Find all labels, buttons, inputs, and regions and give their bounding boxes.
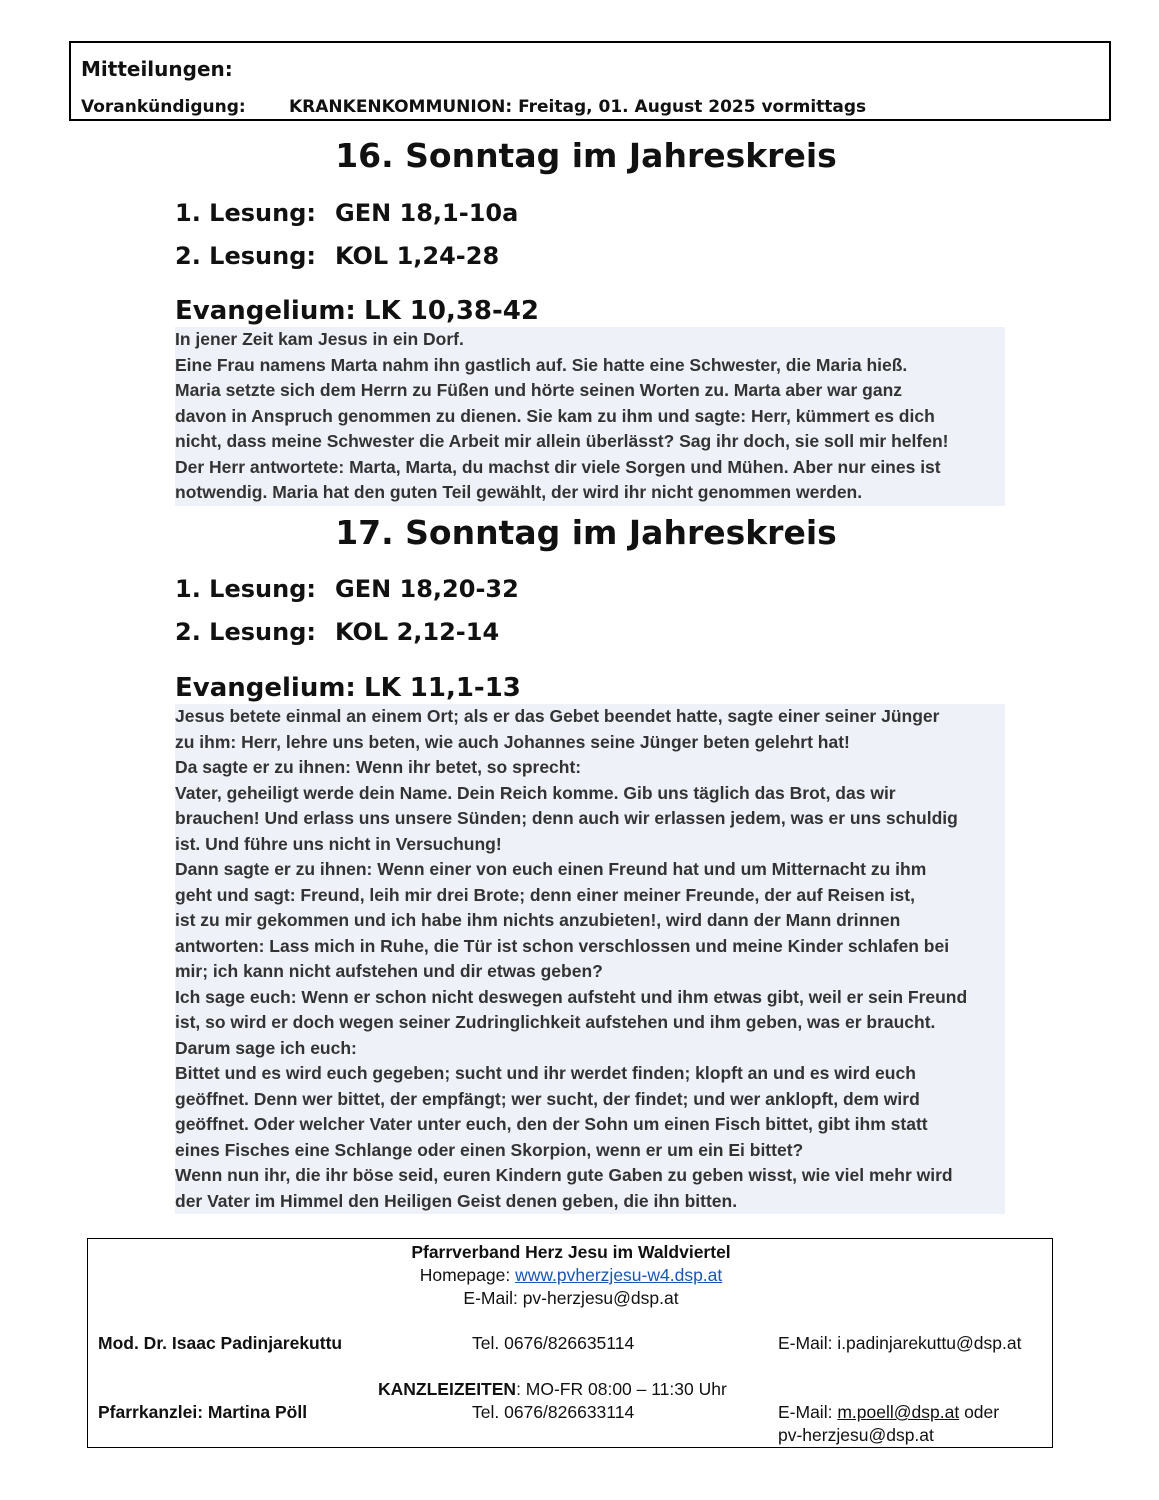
notice-label: Vorankündigung: [81,97,246,117]
reading-ref: GEN 18,20-32 [335,575,519,603]
reading-label: 1. Lesung: [175,199,316,227]
homepage-label: Homepage: [419,1265,511,1285]
gospel-label: Evangelium: [175,673,356,703]
gospel-line: davon in Anspruch genommen zu dienen. Sie kam zu ihm und sagte: Herr, kümmert es dich [175,404,1005,430]
email-line: E-Mail: pv-herzjesu@dsp.at [463,1288,679,1308]
priest-name: Mod. Dr. Isaac Padinjarekuttu [98,1333,343,1353]
gospel-line: Jesus betete einmal an einem Ort; als er das Gebet beendet hatte, sagte einer seiner Jünger [175,704,1005,730]
office-hours-text: : MO-FR 08:00 – 11:30 Uhr [516,1379,727,1399]
office-hours [378,1379,727,1400]
reading-label: 2. Lesung: [175,242,316,270]
sunday16-gospel-heading [175,296,539,326]
sunday16-gospel-text [175,327,1005,506]
office-email-or: oder [964,1402,1000,1422]
sunday16-reading1 [175,199,518,227]
gospel-line: geht und sagt: Freund, leih mir drei Brote; denn einer meiner Freunde, der auf Reisen ist, [175,883,1005,909]
gospel-ref: LK 11,1-13 [364,673,521,703]
gospel-ref: LK 10,38-42 [364,296,539,326]
gospel-line: mir; ich kann nicht aufstehen und dir etwas geben? [175,959,1005,985]
office-email [778,1402,999,1423]
gospel-line: In jener Zeit kam Jesus in ein Dorf. [175,327,1005,353]
gospel-line: Der Herr antwortete: Marta, Marta, du machst dir viele Sorgen und Mühen. Aber nur eines ist [175,455,1005,481]
sunday17-gospel-text [175,704,1005,1214]
org-name: Pfarrverband Herz Jesu im Waldviertel [411,1242,731,1262]
gospel-line: nicht, dass meine Schwester die Arbeit mir allein überlässt? Sag ihr doch, sie soll mir helfen! [175,429,1005,455]
sunday17-gospel-heading [175,673,521,703]
office-hours-label: KANZLEIZEITEN [378,1379,517,1399]
notice-box [69,41,1111,121]
gospel-line: Ich sage euch: Wenn er schon nicht deswegen aufsteht und ihm etwas gibt, weil er sein Freund [175,985,1005,1011]
gospel-line: geöffnet. Oder welcher Vater unter euch, den der Sohn um einen Fisch bittet, gibt ihm statt [175,1112,1005,1138]
homepage-link[interactable]: www.pvherzjesu-w4.dsp.at [515,1265,723,1285]
notice-heading: Mitteilungen: [81,57,233,81]
gospel-line: Darum sage ich euch: [175,1036,1005,1062]
gospel-line: ist zu mir gekommen und ich habe ihm nichts anzubieten!, wird dann der Mann drinnen [175,908,1005,934]
sunday16-title: 16. Sonntag im Jahreskreis [335,136,837,175]
gospel-line: Dann sagte er zu ihnen: Wenn einer von euch einen Freund hat und um Mitternacht zu ihm [175,857,1005,883]
reading-ref: KOL 2,12-14 [335,618,500,646]
gospel-line: notwendig. Maria hat den guten Teil gewählt, der wird ihr nicht genommen werden. [175,480,1005,506]
homepage-line [88,1265,1054,1286]
gospel-line: Vater, geheiligt werde dein Name. Dein Reich komme. Gib uns täglich das Brot, das wir [175,781,1005,807]
notice-text: KRANKENKOMMUNION: Freitag, 01. August 2025 vormittags [289,97,867,117]
gospel-line: ist. Und führe uns nicht in Versuchung! [175,832,1005,858]
reading-ref: KOL 1,24-28 [335,242,500,270]
office-email-label: E-Mail: [778,1402,833,1422]
reading-ref: GEN 18,1-10a [335,199,519,227]
gospel-label: Evangelium: [175,296,356,326]
gospel-line: der Vater im Himmel den Heiligen Geist denen geben, die ihn bitten. [175,1189,1005,1215]
sunday17-reading1 [175,575,519,603]
gospel-line: Maria setzte sich dem Herrn zu Füßen und hörte seinen Worten zu. Marta aber war ganz [175,378,1005,404]
office-email-2: pv-herzjesu@dsp.at [778,1425,934,1445]
contact-box [87,1238,1053,1448]
gospel-line: Eine Frau namens Marta nahm ihn gastlich auf. Sie hatte eine Schwester, die Maria hieß. [175,353,1005,379]
gospel-line: Da sagte er zu ihnen: Wenn ihr betet, so sprecht: [175,755,1005,781]
priest-tel: Tel. 0676/826635114 [472,1333,635,1353]
office-name: Pfarrkanzlei: Martina Pöll [98,1402,308,1422]
gospel-line: ist, so wird er doch wegen seiner Zudringlichkeit aufstehen und ihm geben, was er braucht. [175,1010,1005,1036]
sunday17-title: 17. Sonntag im Jahreskreis [335,513,837,552]
sunday17-reading2 [175,618,499,646]
gospel-line: brauchen! Und erlass uns unsere Sünden; denn auch wir erlassen jedem, was er uns schuldig [175,806,1005,832]
reading-label: 1. Lesung: [175,575,316,603]
gospel-line: antworten: Lass mich in Ruhe, die Tür ist schon verschlossen und meine Kinder schlafen bei [175,934,1005,960]
office-tel: Tel. 0676/826633114 [472,1402,635,1422]
gospel-line: geöffnet. Denn wer bittet, der empfängt; wer sucht, der findet; und wer anklopft, dem wird [175,1087,1005,1113]
gospel-line: Wenn nun ihr, die ihr böse seid, euren Kindern gute Gaben zu geben wisst, wie viel mehr wird [175,1163,1005,1189]
gospel-line: Bittet und es wird euch gegeben; sucht und ihr werdet finden; klopft an und es wird euch [175,1061,1005,1087]
office-email-link[interactable]: m.poell@dsp.at [837,1402,960,1422]
priest-email: E-Mail: i.padinjarekuttu@dsp.at [778,1333,1022,1353]
gospel-line: eines Fisches eine Schlange oder einen Skorpion, wenn er um ein Ei bittet? [175,1138,1005,1164]
reading-label: 2. Lesung: [175,618,316,646]
sunday16-reading2 [175,242,499,270]
gospel-line: zu ihm: Herr, lehre uns beten, wie auch Johannes seine Jünger beten gelehrt hat! [175,730,1005,756]
